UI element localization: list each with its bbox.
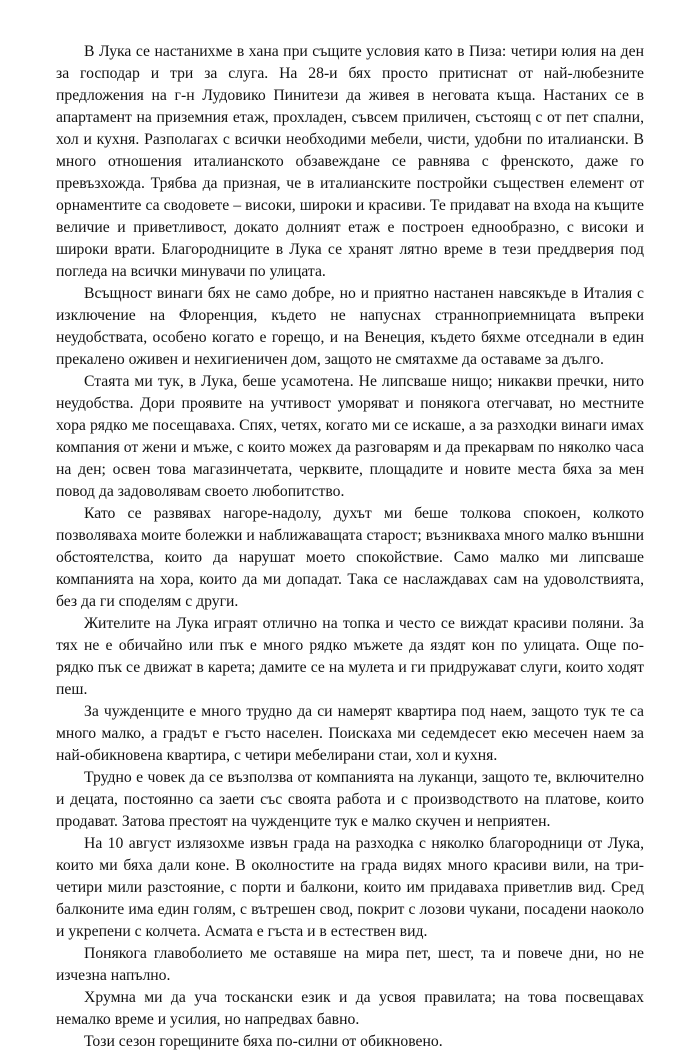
paragraph: В Лука се настанихме в хана при същите условия като в Пиза: четири юлия на ден за господар и три за слуга. На 28-и бях просто притиснат от най-любезните предложения на г-н Лудовико Пинитези да живея в неговата къща. Настаних се в апартамент на приземния етаж, прохладен, съвсем приличен, състоящ с от пет спални, хол и кухня. Разполагах с всички необходими мебели, чисти, удобни по италиански. В много отношения италианското обзавеждане се равнява с френското, даже го превъзхожда. Трябва да призная, че в италианските постройки съществен елемент от орнаментите са сводовете – високи, широки и красиви. Те придават на входа на къщите величие и приветливост, докато долният етаж е построен еднообразно, с високи и широки врати. Благородниците в Лука се хранят лятно време в тези преддверия под погледа на всички минувачи по улицата.	[56, 43, 644, 280]
paragraph: Понякога главоболието ме оставяше на мира пет, шест, та и повече дни, но не изчезна напълно.	[56, 945, 644, 984]
paragraph: На 10 август излязохме извън града на разходка с няколко благородници от Лука, които ми бяха дали коне. В околностите на града видях много красиви вили, на три-четири мили разстояние, с порти и балкони, които им придаваха приветлив вид. Сред балконите има един голям, с вътрешен свод, покрит с лозови чукани, посадени наоколо и укрепени с колчета. Асмата е гъста и в естествен вид.	[56, 835, 644, 940]
paragraph: Стаята ми тук, в Лука, беше усамотена. Не липсваше нищо; никакви пречки, нито неудобства. Дори проявите на учтивост уморяват и понякога отегчават, но местните хора рядко ме посещаваха. Спях, четях, когато ми се искаше, а за разходки винаги имах компания от жени и мъже, с които можех да разговарям и да прекарвам по няколко часа на ден; освен това магазинчетата, черквите, площадите и новите места бяха за мен повод да задоволявам своето любопитство.	[56, 373, 644, 500]
body-text	[56, 41, 644, 1053]
paragraph: Трудно е човек да се възползва от компанията на луканци, защото те, включително и децата, постоянно са заети със своята работа и с производството на платове, които продават. Затова престоят на чужденците тук е малко скучен и неприятен.	[56, 769, 644, 830]
paragraph: Всъщност винаги бях не само добре, но и приятно настанен навсякъде в Италия с изключение на Флоренция, където не напуснах страннoприемницата въпреки неудобствата, особено когато е горещо, и на Венеция, където бяхме отседнали в един прекалено оживен и нехигиеничен дом, защото не смятахме да оставаме за дълго.	[56, 285, 644, 368]
paragraph: Като се развявах нагоре-надолу, духът ми беше толкова спокоен, колкото позволяваха моите болежки и наближаващата старост; възникваха много малко външни обстоятелства, които да нарушат моето спокойствие. Само малко ми липсваше компанията на хора, които да ми допадат. Така се наслаждавах сам на удоволствията, без да ги споделям с други.	[56, 505, 644, 610]
paragraph: Този сезон горещините бяха по-силни от обикновено.	[84, 1033, 443, 1050]
paragraph: Жителите на Лука играят отлично на топка и често се виждат красиви поляни. За тях не е обичайно или пък е много рядко мъжете да яздят кон по улицата. Още по-рядко пък се движат в карета; дамите се на мулета и ги придружават слуги, които ходят пеш.	[56, 615, 644, 698]
paragraph: Хрумна ми да уча тоскански език и да усвоя правилата; на това посвещавах немалко време и усилия, но напредвах бавно.	[56, 989, 644, 1028]
paragraph: За чужденците е много трудно да си намерят квартира под наем, защото тук те са много малко, а градът е гъсто населен. Поискаха ми седемдесет екю месечен наем за най-обикновена квартира, с четири мебелирани стаи, хол и кухня.	[56, 703, 644, 764]
